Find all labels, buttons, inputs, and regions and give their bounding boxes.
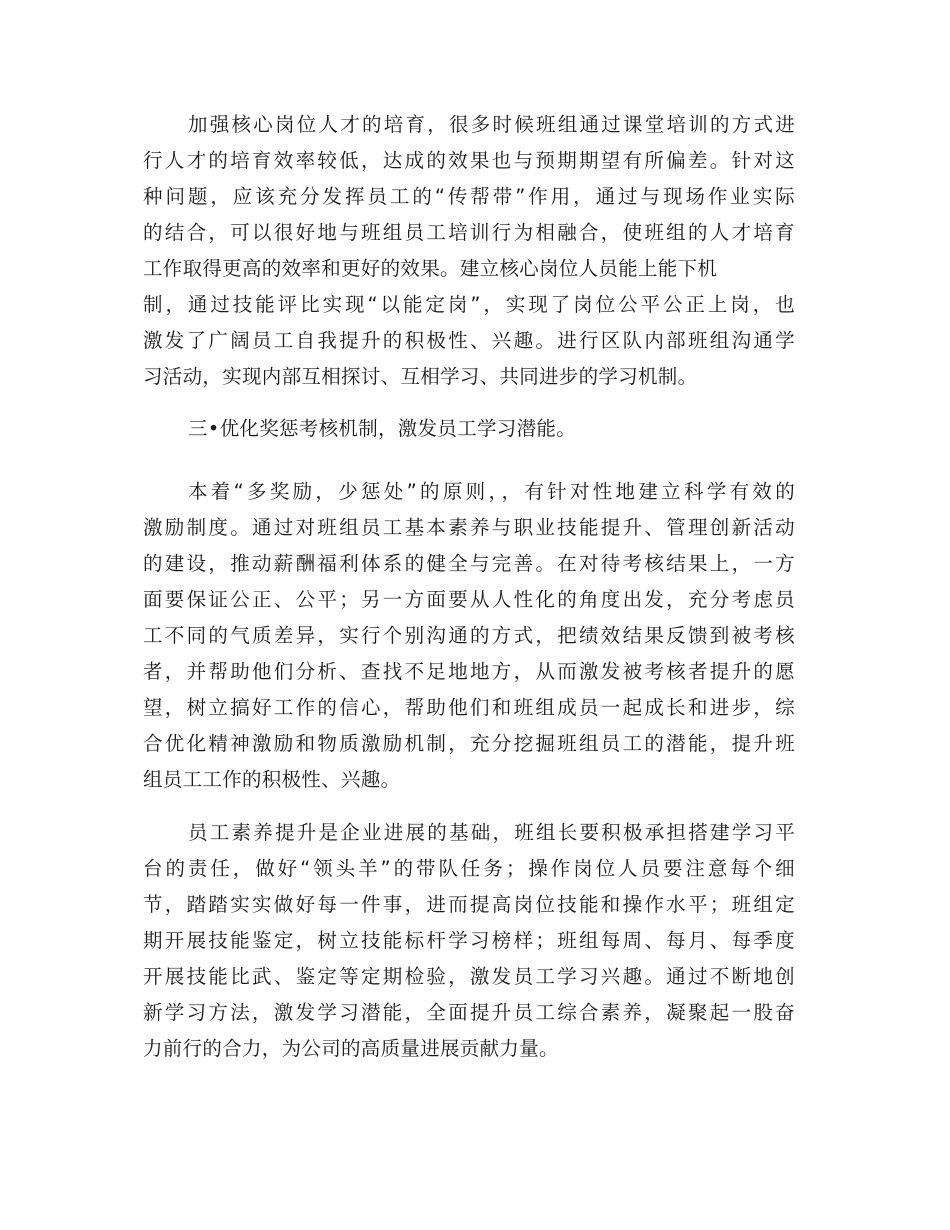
paragraph-line: 本着“多奖励，少惩处”的原则，，有针对性地建立科学有效的 xyxy=(188,480,795,503)
paragraph-incentive xyxy=(143,474,795,798)
paragraph-line: 习活动，实现内部互相探讨、互相学习、共同进步的学习机制。 xyxy=(143,365,698,388)
paragraph-line: 望，树立搞好工作的信心，帮助他们和班组成员一起成长和进步，综 xyxy=(143,696,795,719)
paragraph-core-talent xyxy=(143,107,795,395)
section-heading-text: 三•优化奖惩考核机制，激发员工学习潜能。 xyxy=(188,417,577,440)
paragraph-line: 行人才的培育效率较低，达成的效果也与预期期望有所偏差。针对这 xyxy=(143,149,795,172)
paragraph-line: 面要保证公正、公平；另一方面要从人性化的角度出发，充分考虑员 xyxy=(143,588,795,611)
section-heading xyxy=(143,411,795,447)
paragraph-line: 员工素养提升是企业进展的基础，班组长要积极承担搭建学习平 xyxy=(188,821,795,844)
paragraph-line: 工不同的气质差异，实行个别沟通的方式，把绩效结果反馈到被考核 xyxy=(143,624,795,647)
paragraph-line: 节，踏踏实实做好每一件事，进而提高岗位技能和操作水平；班组定 xyxy=(143,893,795,916)
paragraph-line: 开展技能比武、鉴定等定期检验，激发员工学习兴趣。通过不断地创 xyxy=(143,965,795,988)
paragraph-line: 组员工工作的积极性、兴趣。 xyxy=(143,768,401,791)
paragraph-line: 的建设，推动薪酬福利体系的健全与完善。在对待考核结果上，一方 xyxy=(143,552,795,575)
paragraph-line: 加强核心岗位人才的培育，很多时候班组通过课堂培训的方式进 xyxy=(188,113,795,136)
paragraph-line: 激励制度。通过对班组员工基本素养与职业技能提升、管理创新活动 xyxy=(143,516,795,539)
paragraph-line: 工作取得更高的效率和更好的效果。建立核心岗位人员能上能下机 xyxy=(143,257,718,280)
paragraph-line: 期开展技能鉴定，树立技能标杆学习榜样；班组每周、每月、每季度 xyxy=(143,929,795,952)
paragraph-line: 新学习方法，激发学习潜能，全面提升员工综合素养，凝聚起一股奋 xyxy=(143,1001,795,1024)
paragraph-line: 的结合，可以很好地与班组员工培训行为相融合，使班组的人才培育 xyxy=(143,221,795,244)
paragraph-line: 合优化精神激励和物质激励机制，充分挖掘班组员工的潜能，提升班 xyxy=(143,732,795,755)
paragraph-line: 力前行的合力，为公司的高质量进展贡献力量。 xyxy=(143,1037,559,1060)
paragraph-line: 激发了广阔员工自我提升的积极性、兴趣。进行区队内部班组沟通学 xyxy=(143,329,795,352)
paragraph-line: 制，通过技能评比实现“以能定岗”，实现了岗位公平公正上岗，也 xyxy=(143,293,795,316)
paragraph-line: 者，并帮助他们分析、查找不足地地方，从而激发被考核者提升的愿 xyxy=(143,660,795,683)
paragraph-quality xyxy=(143,815,795,1067)
paragraph-line: 台的责任，做好“领头羊”的带队任务；操作岗位人员要注意每个细 xyxy=(143,857,795,880)
paragraph-line: 种问题，应该充分发挥员工的“传帮带”作用，通过与现场作业实际 xyxy=(143,185,795,208)
